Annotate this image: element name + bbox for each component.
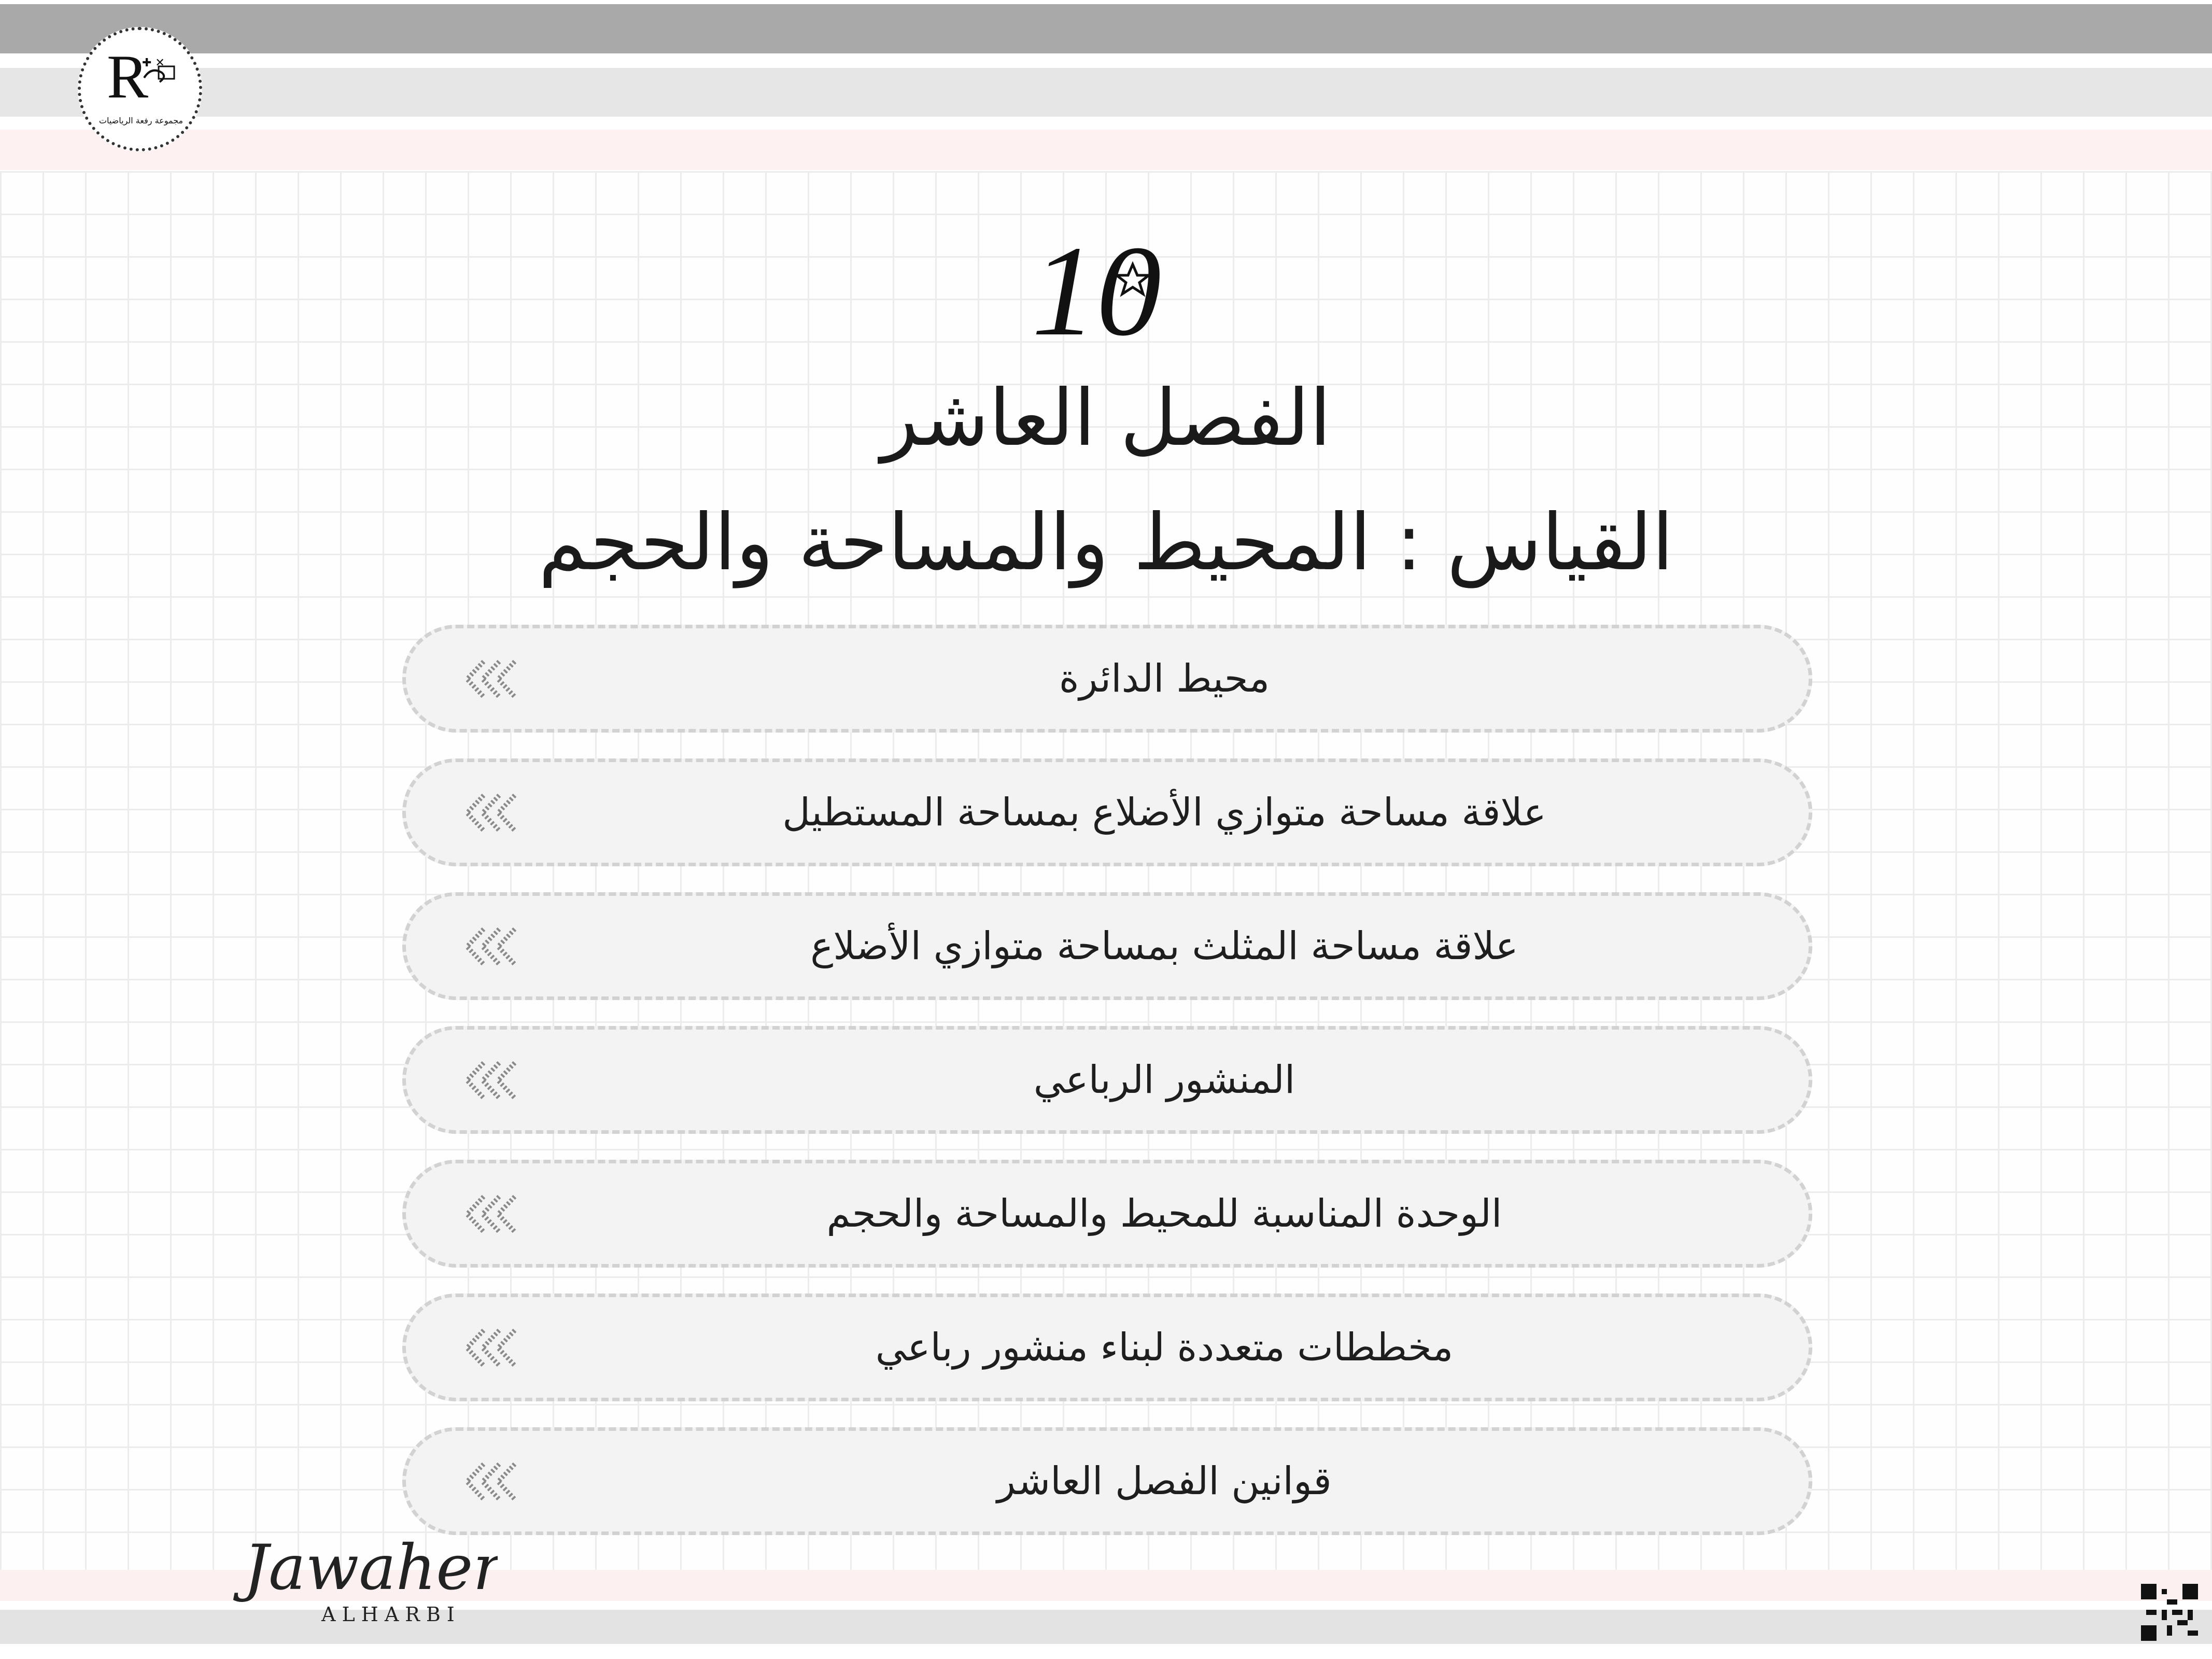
signature-text: Jawaher [244, 1532, 498, 1604]
chevrons-left-icon [463, 792, 525, 834]
chevrons-left-icon [463, 658, 525, 700]
header-band-pink [0, 130, 2212, 170]
signature-subtitle: ALHARBI [321, 1603, 461, 1626]
chapter-number-badge [1001, 215, 1208, 350]
lesson-item-suitable-unit[interactable] [402, 1160, 1812, 1268]
brand-logo [78, 27, 202, 151]
lesson-item-triangle-parallelogram-area[interactable] [402, 892, 1812, 1000]
lesson-item-prism-nets[interactable] [402, 1294, 1812, 1401]
chapter-title: الفصل العاشر [881, 373, 1331, 463]
lesson-label: علاقة مساحة متوازي الأضلاع بمساحة المستطيل [782, 790, 1546, 835]
header-band-dark [0, 4, 2212, 53]
lesson-item-circle-perimeter[interactable] [402, 625, 1812, 733]
lesson-label: علاقة مساحة المثلث بمساحة متوازي الأضلاع [810, 924, 1518, 968]
lesson-list [402, 625, 1812, 1561]
chevrons-left-icon [463, 1060, 525, 1101]
lesson-item-chapter-formulas[interactable] [402, 1427, 1812, 1535]
chevrons-left-icon [463, 1193, 525, 1235]
lesson-label: المنشور الرباعي [1033, 1058, 1295, 1102]
chevrons-left-icon [463, 1327, 525, 1369]
logo-caption: مجموعة رفعة الرياضيات [98, 116, 184, 125]
chapter-number: 10 [1032, 219, 1161, 350]
lesson-label: مخططات متعددة لبناء منشور رباعي [875, 1325, 1454, 1370]
chapter-subtitle: القياس : المحيط والمساحة والحجم [538, 498, 1674, 588]
lesson-item-rectangular-prism[interactable] [402, 1026, 1812, 1134]
qr-code-icon[interactable] [2141, 1584, 2198, 1641]
lesson-label: محيط الدائرة [1059, 656, 1270, 701]
svg-text:✚ ✕: ✚ ✕ [142, 57, 165, 69]
chevrons-left-icon [463, 1461, 525, 1502]
logo-letter: R [107, 42, 149, 111]
lesson-label: الوحدة المناسبة للمحيط والمساحة والحجم [826, 1191, 1502, 1236]
chevrons-left-icon [463, 926, 525, 967]
lesson-label: قوانين الفصل العاشر [997, 1459, 1332, 1503]
lesson-item-parallelogram-rectangle-area[interactable] [402, 758, 1812, 866]
header-band-light [0, 68, 2212, 117]
